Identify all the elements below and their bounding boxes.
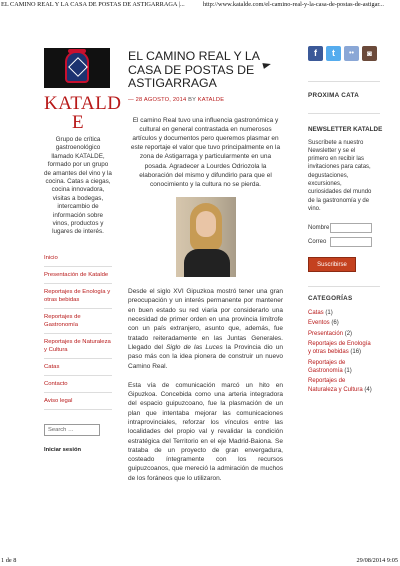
nav-item-enologia[interactable]: Reportajes de Enología y otras bebidas (44, 284, 112, 309)
name-label: Nombre (308, 225, 330, 232)
flickr-icon[interactable]: •• (344, 46, 359, 61)
nav-item-inicio[interactable]: Inicio (44, 250, 112, 267)
nav-item-gastronomia[interactable]: Reportajes de Gastronomía (44, 309, 112, 334)
nav-item-contacto[interactable]: Contacto (44, 376, 112, 393)
article-title: EL CAMINO REAL Y LA CASA DE POSTAS DE ASTIGARRAGA (128, 49, 260, 90)
right-sidebar (308, 46, 390, 395)
email-field[interactable] (330, 237, 372, 247)
login-link[interactable]: Iniciar sesión (44, 446, 82, 453)
email-row (308, 237, 390, 247)
divider (308, 113, 380, 114)
newsletter-text: Suscríbete a nuestro Newsletter y se el primero en recibir las invitaciones para catas, degustaciones, excursiones, curiosidades del mundo de la gastronomía y de vino. (308, 139, 372, 212)
print-footer (0, 556, 400, 566)
search-input[interactable]: Search … (44, 424, 100, 436)
facebook-icon[interactable]: f (308, 46, 323, 61)
article-paragraph-1: Desde el siglo XVI Gipuzkoa mostró tener una gran preocupación y un interés permanente por mantener en buen estado su red viaria por considerarlo una necesidad de primer orden en una provincia limítrofe con un país extranjero, asunto que, además, fue tratado reiteradamente en las Juntas Generales. Llegado del Siglo de las Luces la Provincia dio un paso más con la idea pionera de construir un nuevo Camino Real. (128, 288, 284, 370)
category-gastronomia[interactable]: Reportajes de Gastronomía (1) (308, 359, 352, 374)
social-links (308, 46, 390, 61)
article-meta (128, 97, 283, 103)
print-datetime: 29/08/2014 9:05 (356, 557, 398, 564)
email-label: Correo (308, 239, 327, 246)
print-title: EL CAMINO REAL Y LA CASA DE POSTAS DE ASTIGARRAGA |... (1, 1, 185, 8)
nav-item-presentacion[interactable]: Presentación de Katalde (44, 267, 112, 284)
divider (308, 81, 380, 82)
category-naturaleza[interactable]: Reportajes de Naturaleza y Cultura (4) (308, 378, 372, 393)
divider (308, 286, 380, 287)
instagram-icon[interactable]: ◙ (362, 46, 377, 61)
category-presentacion[interactable]: Presentación (2) (308, 330, 353, 337)
print-header (0, 0, 400, 10)
logo-shield-icon (65, 51, 89, 83)
name-row (308, 223, 390, 233)
category-eventos[interactable]: Eventos (6) (308, 320, 339, 327)
article-by: BY (188, 96, 196, 103)
newsletter-title: NEWSLETTER KATALDE (308, 126, 383, 133)
print-url: http://www.katalde.com/el-camino-real-y-la-casa-de-postas-de-astigar... (203, 1, 384, 8)
article-date: — 28 AGOSTO, 2014 (128, 96, 187, 103)
name-field[interactable] (330, 223, 372, 233)
site-logo[interactable] (44, 48, 110, 88)
categories-heading: CATEGORÍAS (308, 295, 353, 303)
arrow-icon (262, 61, 271, 69)
left-sidebar (44, 48, 122, 454)
category-catas[interactable]: Catas (1) (308, 310, 333, 317)
twitter-icon[interactable]: t (326, 46, 341, 61)
nav-item-aviso-legal[interactable]: Aviso legal (44, 393, 112, 410)
portrait-photo (176, 197, 236, 277)
page-number: 1 de 8 (1, 557, 17, 564)
nav-item-catas[interactable]: Catas (44, 359, 112, 376)
article-intro: El camino Real tuvo una influencia gastronómica y cultural en general contrastada en numerosos artículos y documentos pero queremos plasmar en este reportaje el valor que tuvo principalmente en la zona de Astigarraga y particularmente en una posada. Agradecer a Lourdes Odriozola la elaboración del mismo y difundirlo para que el conocimiento y la cultura no se pierda. (130, 116, 281, 188)
nav-item-naturaleza[interactable]: Reportajes de Naturaleza y Cultura (44, 334, 112, 359)
brand-description: Grupo de crítica gastroenológico llamado KATALDE, formado por un grupo de amantes del vino y la cocina. Catas a ciegas, cocina innovadora, visitas a bodegas, intercambio de información sobre vinos, productos y lugares de interés. (44, 136, 112, 236)
categories-list (308, 308, 390, 395)
article-paragraph-2: Esta vía de comunicación marcó un hito en Gipuzkoa. Concebida como una arteria integradora del espacio guipuzcoano, fue la plasmación de un plan que intentaba mejorar las comunicaciones intraprovinciales, reforzar los vínculos entre las localidades del propio val y revalidar la condición estratégica del Territorio en el eje Madrid-Baiona. Se trataba de un proyecto de gran envergadura, costeado íntegramente con los recursos guipuzcoanos, que mereció la admiración de muchos de los foráneos que lo utilizaron. (128, 381, 283, 482)
category-enologia[interactable]: Reportajes de Enología y otras bebidas (16) (308, 341, 371, 356)
brand-name[interactable]: KATALD E (44, 93, 122, 133)
main-nav (44, 250, 112, 410)
subscribe-button[interactable]: Suscribirse (308, 257, 356, 272)
article-author[interactable]: KATALDE (197, 96, 225, 103)
article (128, 50, 283, 483)
proxima-cata-heading: PROXIMA CATA (308, 92, 360, 99)
